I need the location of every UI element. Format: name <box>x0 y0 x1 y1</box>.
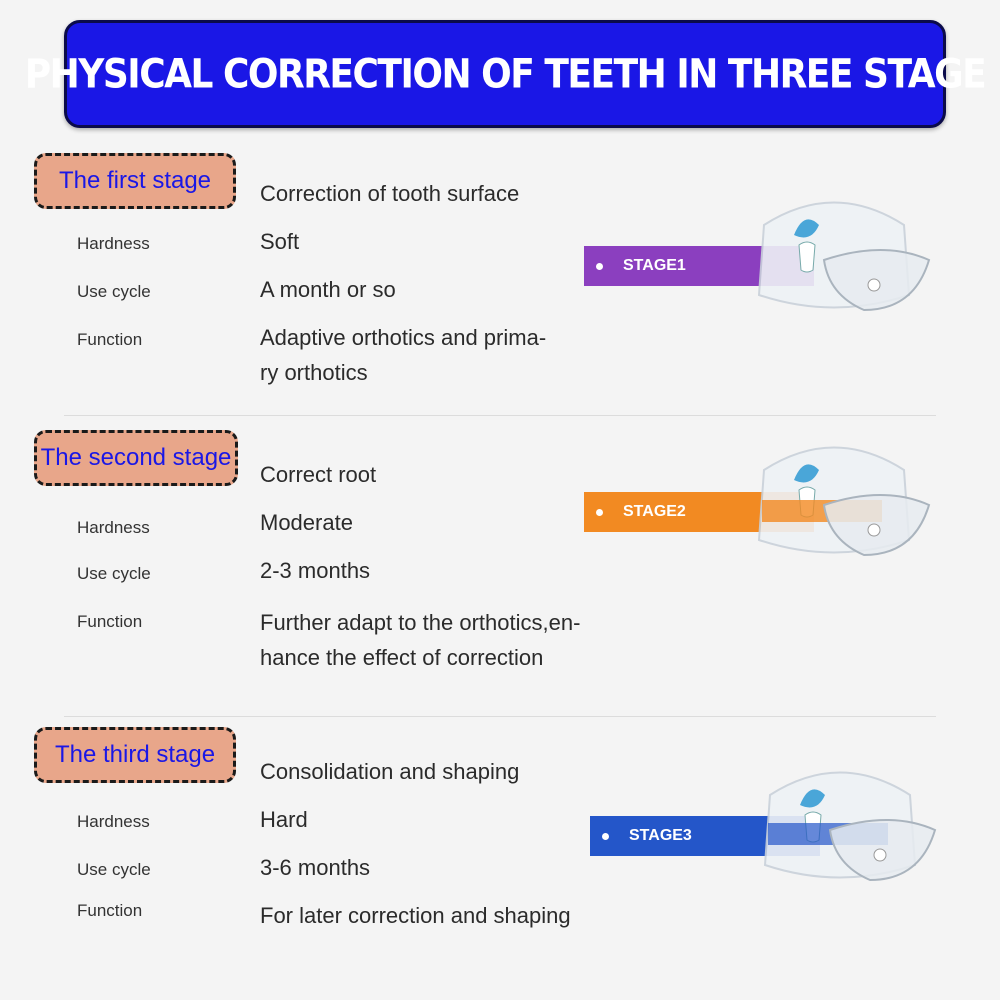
stage1-cycle-value: A month or so <box>260 277 396 302</box>
stage3-summary: Consolidation and shaping <box>260 759 520 784</box>
bullet-icon <box>596 509 603 516</box>
stage3-function-value <box>260 898 571 933</box>
stage-tag-second: The second stage <box>34 430 238 486</box>
stage-tag-third: The third stage <box>34 727 236 783</box>
stage1-function-line-1: Adaptive orthotics and prima- <box>260 325 547 350</box>
mouth-tray-icon <box>734 185 934 335</box>
stage3-product-image <box>590 775 950 925</box>
stage2-cycle-label: Use cycle <box>77 564 151 583</box>
stage2-product-image <box>584 450 944 600</box>
section-divider <box>64 716 936 717</box>
stage2-function-label: Function <box>77 612 143 631</box>
stage3-function-label: Function <box>77 901 143 920</box>
header-banner <box>24 20 986 128</box>
stage2-summary: Correct root <box>260 462 377 487</box>
stage2-function-line-2: hance the effect of correction <box>260 645 544 670</box>
stage3-hardness-label: Hardness <box>77 812 150 831</box>
stage2-badge-label: STAGE2 <box>623 503 686 520</box>
stage1-hardness-value: Soft <box>260 229 300 254</box>
stage2-hardness-value: Moderate <box>260 510 353 535</box>
stage1-hardness-label: Hardness <box>77 234 150 253</box>
stage1-function-value <box>260 320 546 390</box>
stage3-cycle-value: 3-6 months <box>260 855 371 880</box>
mouth-tray-icon <box>734 430 934 580</box>
section-divider <box>64 415 936 416</box>
stage3-badge-label: STAGE3 <box>629 827 692 844</box>
page-title: PHYSICAL CORRECTION OF TEETH IN THREE STAGE <box>24 51 986 97</box>
stage2-hardness-label: Hardness <box>77 518 150 537</box>
stage3-hardness-value: Hard <box>260 807 308 832</box>
stage1-badge-label: STAGE1 <box>623 257 686 274</box>
stage-tag-first: The first stage <box>34 153 236 209</box>
bullet-icon <box>602 833 609 840</box>
stage3-cycle-label: Use cycle <box>77 860 151 879</box>
stage1-cycle-label: Use cycle <box>77 282 151 301</box>
stage1-function-label: Function <box>77 330 143 349</box>
bullet-icon <box>596 263 603 270</box>
stage2-function-line-1: Further adapt to the orthotics,en- <box>260 610 581 635</box>
stage1-summary: Correction of tooth surface <box>260 181 520 206</box>
stage1-product-image <box>584 205 944 355</box>
stage2-cycle-value: 2-3 months <box>260 558 371 583</box>
stage3-function-line-1: For later correction and shaping <box>260 903 571 928</box>
mouth-tray-icon <box>740 755 940 905</box>
stage1-function-line-2: ry orthotics <box>260 360 368 385</box>
stage2-function-value <box>260 605 580 675</box>
